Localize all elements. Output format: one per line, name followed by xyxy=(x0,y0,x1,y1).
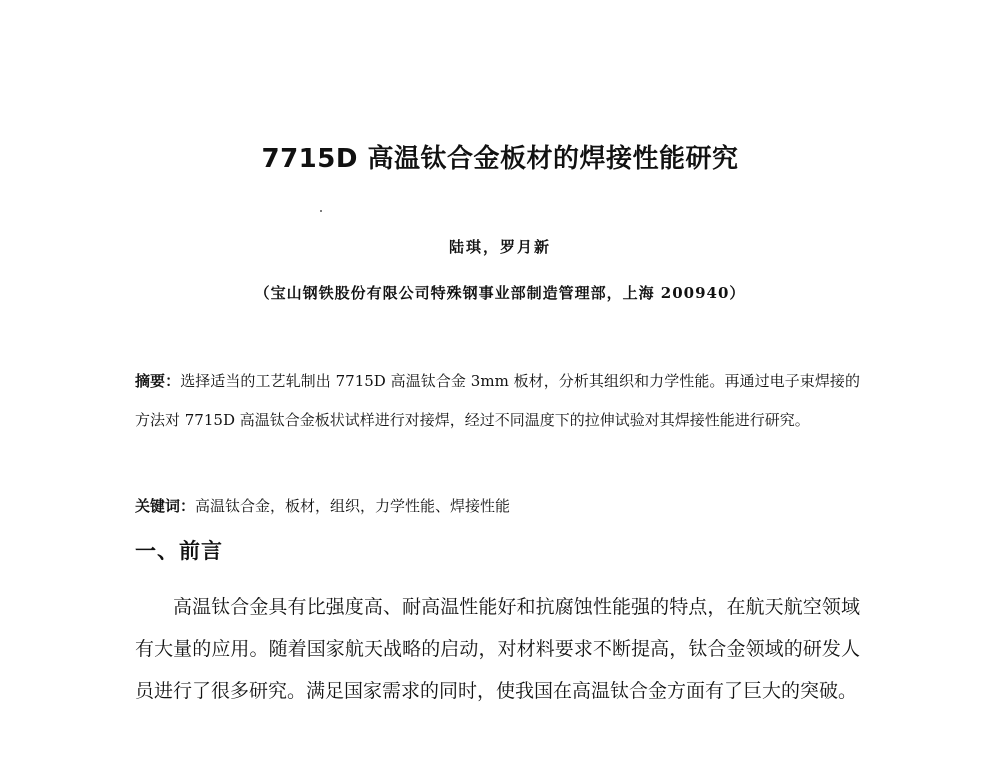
section-heading: 一、前言 xyxy=(135,539,223,563)
abstract-label: 摘要： xyxy=(135,372,181,390)
intro-paragraph: 高温钛合金具有比强度高、耐高温性能好和抗腐蚀性能强的特点，在航天航空领域有大量的应用。随着国家航天战略的启动，对材料要求不断提高，钛合金领域的研发人员进行了很多研究。满足国家需求的同时，使我国在高温钛合金方面有了巨大的突破。 xyxy=(135,596,860,702)
paper-authors: 陆琪，罗月新 xyxy=(448,238,551,256)
abstract-text: 选择适当的工艺轧制出 7715D 高温钛合金 3mm 板材，分析其组织和力学性能。再通过电子束焊接的方法对 7715D 高温钛合金板状试样进行对接焊，经过不同温度下的拉伸试验对其焊接性能进行研究。 xyxy=(135,372,860,429)
scan-speck xyxy=(320,210,322,212)
keywords-label: 关键词： xyxy=(135,497,196,515)
keywords-text: 高温钛合金，板材，组织，力学性能、焊接性能 xyxy=(195,497,511,515)
paper-title: 7715D 高温钛合金板材的焊接性能研究 xyxy=(261,144,739,174)
abstract-block xyxy=(135,362,860,440)
paper-affiliation: （宝山钢铁股份有限公司特殊钢事业部制造管理部，上海 200940） xyxy=(254,284,746,302)
keywords-block xyxy=(135,495,510,516)
